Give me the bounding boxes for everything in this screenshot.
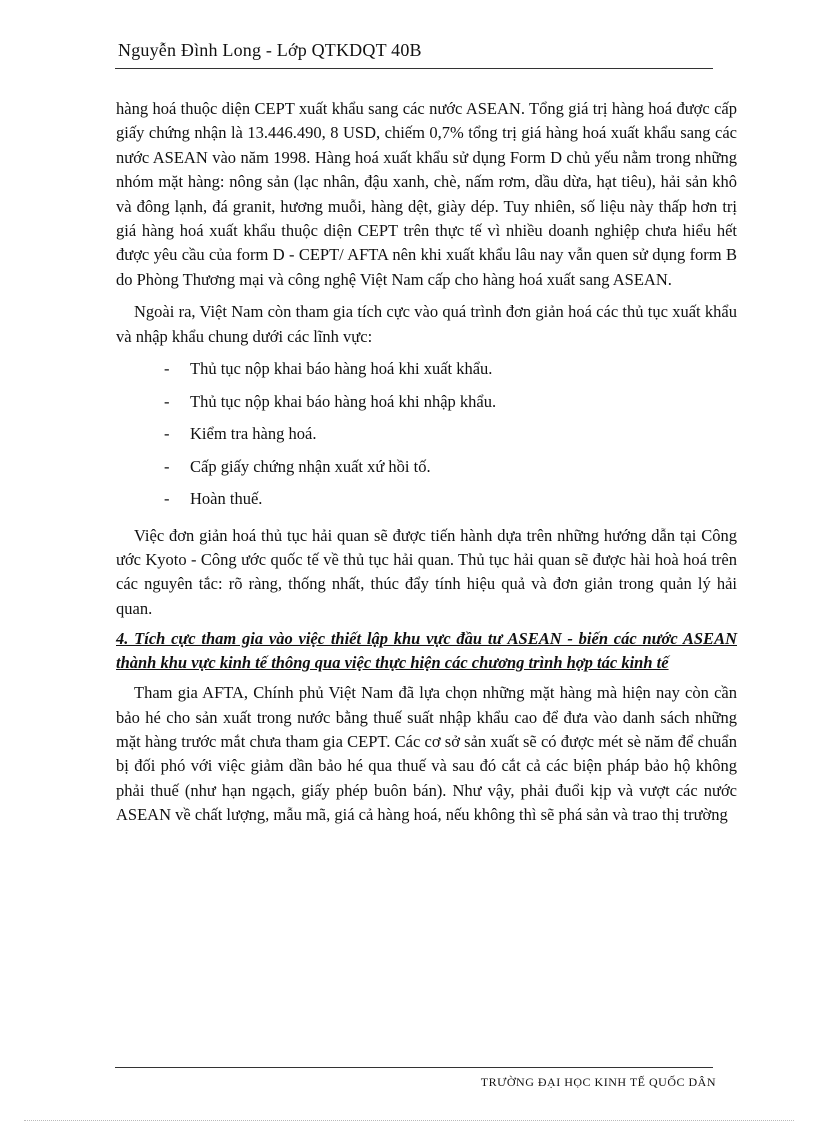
list-item: - Thủ tục nộp khai báo hàng hoá khi nhập khẩu. [116,388,737,421]
list-marker: - [164,359,170,379]
list-marker: - [164,489,170,509]
document-body [116,97,737,834]
page-bottom-border [24,1120,794,1121]
list-marker: - [164,456,170,476]
paragraph-2: Ngoài ra, Việt Nam còn tham gia tích cực vào quá trình đơn giản hoá các thủ tục xuất khẩu và nhập khẩu chung dưới các lĩnh vực: [116,302,737,346]
list-item: - Kiểm tra hàng hoá. [116,420,737,453]
paragraph-1: hàng hoá thuộc diện CEPT xuất khẩu sang các nước ASEAN. Tổng giá trị hàng hoá được cấp giấy chứng nhận là 13.446.490, 8 USD, chiếm 0,7% tổng trị giá hàng hoá xuất khẩu sang các nước ASEAN vào năm 1998. Hàng hoá xuất khẩu sử dụng Form D chủ yếu nằm trong những nhóm mặt hàng: nông sản (lạc nhân, đậu xanh, chè, nấm rơm, dầu dừa, hạt tiêu), hải sản khô và đông lạnh, đá granit, hương muỗi, hàng dệt, giày dép. Tuy nhiên, số liệu này thấp hơn trị giá hàng hoá xuất khẩu thuộc diện CEPT trên thực tế vì nhiều doanh nghiệp chưa hiểu hết được yêu cầu của form D - CEPT/ AFTA nên khi xuất khẩu lâu nay vẫn quen sử dụng form B do Phòng Thương mại và công nghệ Việt Nam cấp cho hàng hoá xuất sang ASEAN. [116,99,737,289]
list-marker: - [164,424,170,444]
page-footer: TRƯỜNG ĐẠI HỌC KINH TẾ QUỐC DÂN [480,1075,716,1089]
footer-divider [115,1067,713,1068]
section-heading: 4. Tích cực tham gia vào việc thiết lập khu vực đầu tư ASEAN - biến các nước ASEAN thành khu vực kinh tế thông qua việc thực hiện các chương trình hợp tác kinh tế [116,629,737,673]
header-divider [115,68,713,69]
paragraph-3: Việc đơn giản hoá thủ tục hải quan sẽ được tiến hành dựa trên những hướng dẫn tại Công ước Kyoto - Công ước quốc tế về thủ tục hải quan. Thủ tục hải quan sẽ được hài hoà hoá trên các nguyên tắc: rõ ràng, thống nhất, thúc đẩy tính hiệu quả và đơn giản trong quản lý hải quan. [116,525,737,618]
paragraph-4: Tham gia AFTA, Chính phủ Việt Nam đã lựa chọn những mặt hàng mà hiện nay còn cần bảo hé cho sản xuất trong nước bằng thuế suất nhập khẩu cao để đưa vào danh sách những mặt hàng trước mắt chưa tham gia CEPT. Các cơ sở sản xuất sẽ có được mét sè năm để chuẩn bị đối phó với việc giảm dần bảo hé qua thuế và sau đó cắt cả các biện pháp bảo hộ không phải thuế (như hạn ngạch, giấy phép buôn bán). Như vậy, phải đuổi kịp và vượt các nước ASEAN về chất lượng, mẫu mã, giá cả hàng hoá, nếu không thì sẽ phá sản và trao thị trường [116,683,737,825]
list-item: - Thủ tục nộp khai báo hàng hoá khi xuất khẩu. [116,355,737,388]
page-header: Nguyễn Đình Long - Lớp QTKDQT 40B [118,40,422,60]
list-marker: - [164,391,170,411]
procedure-list [116,355,737,518]
list-item: - Cấp giấy chứng nhận xuất xứ hồi tố. [116,453,737,486]
list-item: - Hoàn thuế. [116,485,737,518]
